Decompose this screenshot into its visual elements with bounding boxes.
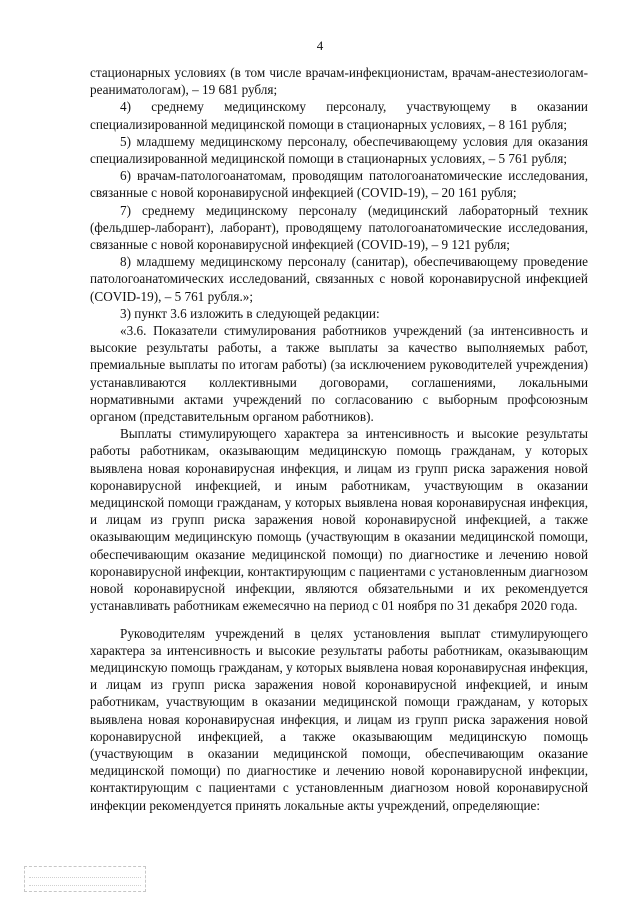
managers-recommendation-paragraph: Руководителям учреждений в целях установления выплат стимулирующего характера за интенсивность и высокие результаты работы работникам, оказывающим медицинскую помощь гражданам, у которых выявлена новая коронавирусная инфекция, и лицам из групп риска заражения новой коронавирусной инфекцией, и иным работникам, участвующим в оказании медицинской помощи гражданам, у которых выявлена новая коронавирусная инфекция, и лицам из групп риска заражения новой коронавирусной инфекцией, а также оказывающим медицинскую помощь (участвующим в оказании медицинской помощи, обеспечивающим оказание медицинской помощи) по диагностике и лечению новой коронавирусной инфекции, контактирующим с пациентами с установленным диагнозом новой коронавирусной инфекции рекомендуется принять локальные акты учреждений, определяющие:: [90, 625, 588, 813]
clause-3-6-paragraph: «3.6. Показатели стимулирования работников учреждений (за интенсивность и высокие результаты работы, а также выплаты за качество выполняемых работ, премиальные выплаты по итогам работы) (за исключением руководителей учреждения) устанавливаются коллективными договорами, соглашениями, локальными нормативными актами учреждений по согласованию с выборным профсоюзным органом (представительным органом работников).: [90, 323, 588, 425]
paragraph-continuation: стационарных условиях (в том числе врачам-инфекционистам, врачам-анестезиологам-реаниматологам), – 19 681 рубля;: [90, 65, 588, 98]
document-body: [90, 64, 588, 814]
list-item-5: 5) младшему медицинскому персоналу, обеспечивающему условия для оказания специализированной медицинской помощи в стационарных условиях, – 5 761 рубля;: [90, 133, 588, 167]
list-item-6: 6) врачам-патологоанатомам, проводящим патологоанатомические исследования, связанные с новой коронавирусной инфекцией (COVID-19), – 20 161 рубля;: [90, 168, 588, 201]
list-item-7: 7) среднему медицинскому персоналу (медицинский лабораторный техник (фельдшер-лаборант), лаборант), проводящему патологоанатомические исследования, связанные с новой коронавирусной инфекцией (COVID-19), – 9 121 рубля;: [90, 202, 588, 253]
list-item-4: 4) среднему медицинскому персоналу, участвующему в оказании специализированной медицинской помощи в стационарных условиях, – 8 161 рубля;: [90, 99, 588, 132]
page-number: 4: [316, 38, 324, 53]
faded-stamp: [24, 866, 146, 892]
amendment-clause-3: 3) пункт 3.6 изложить в следующей редакции:: [120, 305, 380, 321]
stimulating-payments-paragraph: Выплаты стимулирующего характера за интенсивность и высокие результаты работы работникам, оказывающим медицинскую помощь гражданам, у которых выявлена новая коронавирусная инфекция, и лицам из групп риска заражения новой коронавирусной инфекцией, и иным работникам, участвующим в оказании медицинской помощи гражданам, у которых выявлена новая коронавирусная инфекция, и лицам из групп риска заражения новой коронавирусной инфекцией, а также оказывающим медицинскую помощь (участвующим в оказании медицинской помощи, обеспечивающим оказание медицинской помощи) по диагностике и лечению новой коронавирусной инфекции, контактирующим с пациентами с установленным диагнозом новой коронавирусной инфекции, являются обязательными и их рекомендуется устанавливать работникам ежемесячно на период с 01 ноября по 31 декабря 2020 года.: [90, 426, 588, 614]
list-item-8: 8) младшему медицинскому персоналу (санитар), обеспечивающему проведение патологоанатомических исследований, связанных с новой коронавирусной инфекцией (COVID-19), – 5 761 рубля.»;: [90, 254, 588, 304]
